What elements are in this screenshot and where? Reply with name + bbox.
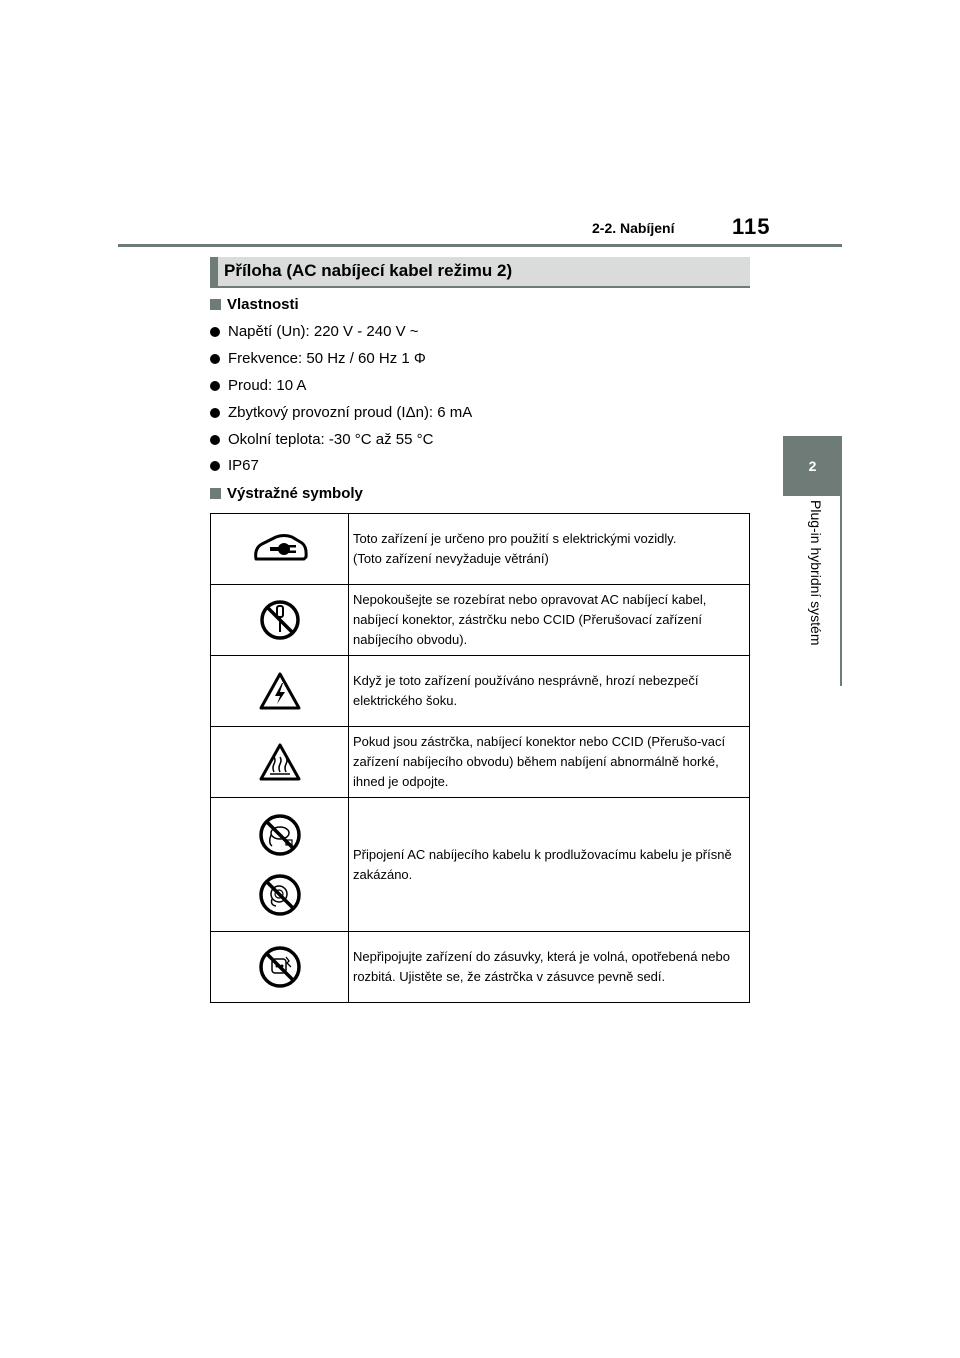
electric-vehicle-icon (250, 531, 310, 567)
page-number: 115 (732, 214, 771, 239)
section-title: 2-2. Nabíjení (592, 220, 675, 236)
list-item: Okolní teplota: -30 °C až 55 °C (210, 431, 433, 448)
table-row (211, 585, 750, 656)
header-rule (118, 244, 842, 247)
no-cable-reel-icon (258, 873, 302, 917)
symbol-description: Pokud jsou zástrčka, nabíjecí konektor nebo CCID (Přerušo-vací zařízení nabíjecího obvodu) během nabíjení abnormálně horké, ihned je odpojte. (349, 727, 750, 798)
no-damaged-socket-icon (258, 945, 302, 989)
table-row (211, 514, 750, 585)
chapter-tab-rule (840, 496, 842, 686)
appendix-title: Příloha (AC nabíjecí kabel režimu 2) (224, 261, 513, 280)
table-row (211, 656, 750, 727)
symbol-description: Připojení AC nabíjecího kabelu k prodlužovacímu kabelu je přísně zakázáno. (349, 798, 750, 932)
list-item: Frekvence: 50 Hz / 60 Hz 1 Φ (210, 350, 426, 367)
bullet-icon (210, 354, 220, 364)
symbol-description: Nepokoušejte se rozebírat nebo opravovat AC nabíjecí kabel, nabíjecí konektor, zástrčku nebo CCID (Přerušovací zařízení nabíjecího obvodu). (349, 585, 750, 656)
table-row (211, 798, 750, 932)
bullet-icon (210, 408, 220, 418)
appendix-title-box (210, 257, 750, 288)
no-extension-cable-icon (258, 813, 302, 857)
chapter-tab (783, 436, 842, 496)
hot-surface-warning-icon (258, 742, 302, 782)
properties-heading: Vlastnosti (210, 296, 299, 313)
bullet-icon (210, 381, 220, 391)
list-item: Napětí (Un): 220 V - 240 V ~ (210, 323, 419, 340)
electric-shock-warning-icon (258, 671, 302, 711)
list-item: IP67 (210, 457, 259, 474)
symbol-description-note: (Toto zařízení nevyžaduje větrání) (353, 551, 549, 566)
square-bullet-icon (210, 299, 221, 310)
symbols-heading: Výstražné symboly (210, 485, 363, 502)
chapter-number: 2 (808, 458, 817, 474)
warning-symbols-table (210, 513, 750, 1003)
table-row (211, 932, 750, 1003)
symbol-description: Toto zařízení je určeno pro použití s elektrickými vozidly. (353, 531, 677, 546)
symbol-description: Když je toto zařízení používáno nesprávně, hrozí nebezpečí elektrického šoku. (349, 656, 750, 727)
symbol-description: Nepřipojujte zařízení do zásuvky, která je volná, opotřebená nebo rozbitá. Ujistěte se, že zástrčka v zásuvce pevně sedí. (349, 932, 750, 1003)
bullet-icon (210, 327, 220, 337)
no-disassembly-icon (259, 599, 301, 641)
chapter-label: Plug-in hybridní systém (808, 500, 824, 646)
table-row (211, 727, 750, 798)
list-item: Zbytkový provozní proud (IΔn): 6 mA (210, 404, 472, 421)
square-bullet-icon (210, 488, 221, 499)
bullet-icon (210, 435, 220, 445)
bullet-icon (210, 461, 220, 471)
title-accent-bar (210, 257, 218, 286)
list-item: Proud: 10 A (210, 377, 306, 394)
